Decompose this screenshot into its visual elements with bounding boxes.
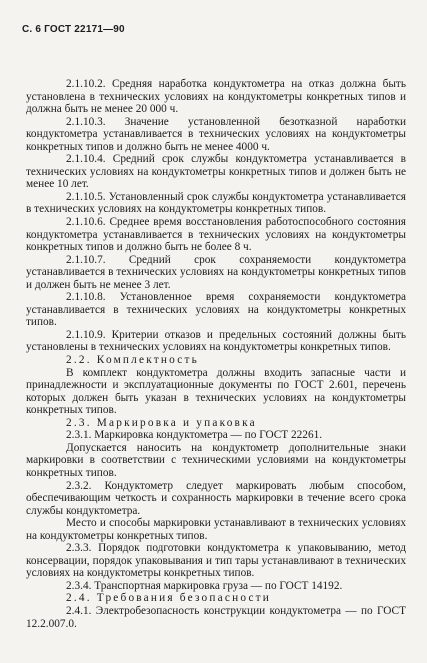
paragraph: 2.1.10.5. Установленный срок службы кондуктометра устанавливается в технических условиях на кондуктометры конкретных типов. xyxy=(26,190,406,216)
paragraph: 2.1.10.3. Значение установленной безотказной наработки кондуктометра устанавливается в технических условиях на кондуктометры конкретных типов и должно быть не менее 4000 ч. xyxy=(26,115,406,153)
paragraph: 2.3.4. Транспортная маркировка груза — по ГОСТ 14192. xyxy=(66,579,343,592)
section-heading: 2.3. Маркировка и упаковка xyxy=(66,416,257,429)
paragraph: 2.1.10.2. Средняя наработка кондуктометра на отказ должна быть установлена в технических условиях на кондуктометры конкретных типов и должна быть не менее 20 000 ч. xyxy=(26,78,406,116)
paragraph: 2.1.10.7. Средний срок сохраняемости кондуктометра устанавливается в технических условиях на кондуктометры конкретных типов и должен быть не менее 3 лет. xyxy=(26,253,406,291)
paragraph: В комплект кондуктометра должны входить запасные части и принадлежности и эксплуатационные документы по ГОСТ 2.601, перечень которых должен быть указан в технических условиях на кондуктометры конкретных типов. xyxy=(26,366,406,417)
section-heading: 2.2. Комплектность xyxy=(66,354,199,367)
paragraph: 2.1.10.9. Критерии отказов и предельных состояний должны быть установлены в технических условиях на кондуктометры конкретных типов. xyxy=(26,328,406,354)
section-heading: 2.4. Требования безопасности xyxy=(66,592,272,605)
paragraph: 2.3.2. Кондуктометр следует маркировать любым способом, обеспечивающим четкость и сохранность маркировки в течение всего срока службы кондуктометра. xyxy=(26,479,406,517)
paragraph: Допускается наносить на кондуктометр дополнительные знаки маркировки в соответствии с техническими условиями на кондуктометры конкретных типов. xyxy=(26,441,406,479)
paragraph: 2.3.3. Порядок подготовки кондуктометра к упаковыванию, метод консервации, порядок упаковывания и тип тары устанавливают в технических условиях на кондуктометры конкретных типов. xyxy=(26,542,406,580)
paragraph: 2.4.1. Электробезопасность конструкции кондуктометра — по ГОСТ 12.2.007.0. xyxy=(26,604,406,630)
paragraph: 2.3.1. Маркировка кондуктометра — по ГОСТ 22261. xyxy=(66,429,323,442)
paragraph: 2.1.10.4. Средний срок службы кондуктометра устанавливается в технических условиях на кондуктометры конкретных типов и должен быть не менее 10 лет. xyxy=(26,153,406,191)
document-body xyxy=(26,78,406,630)
page-header: С. 6 ГОСТ 22171—90 xyxy=(22,24,125,35)
paragraph: Место и способы маркировки устанавливают в технических условиях на кондуктометры конкретных типов. xyxy=(26,517,406,542)
paragraph: 2.1.10.6. Среднее время восстановления работоспособного состояния кондуктометра устанавливается в технических условиях на кондуктометры конкретных типов и должно быть не более 8 ч. xyxy=(26,216,406,254)
paragraph: 2.1.10.8. Установленное время сохраняемости кондуктометра устанавливается в технических условиях на кондуктометры конкретных типов. xyxy=(26,291,406,329)
